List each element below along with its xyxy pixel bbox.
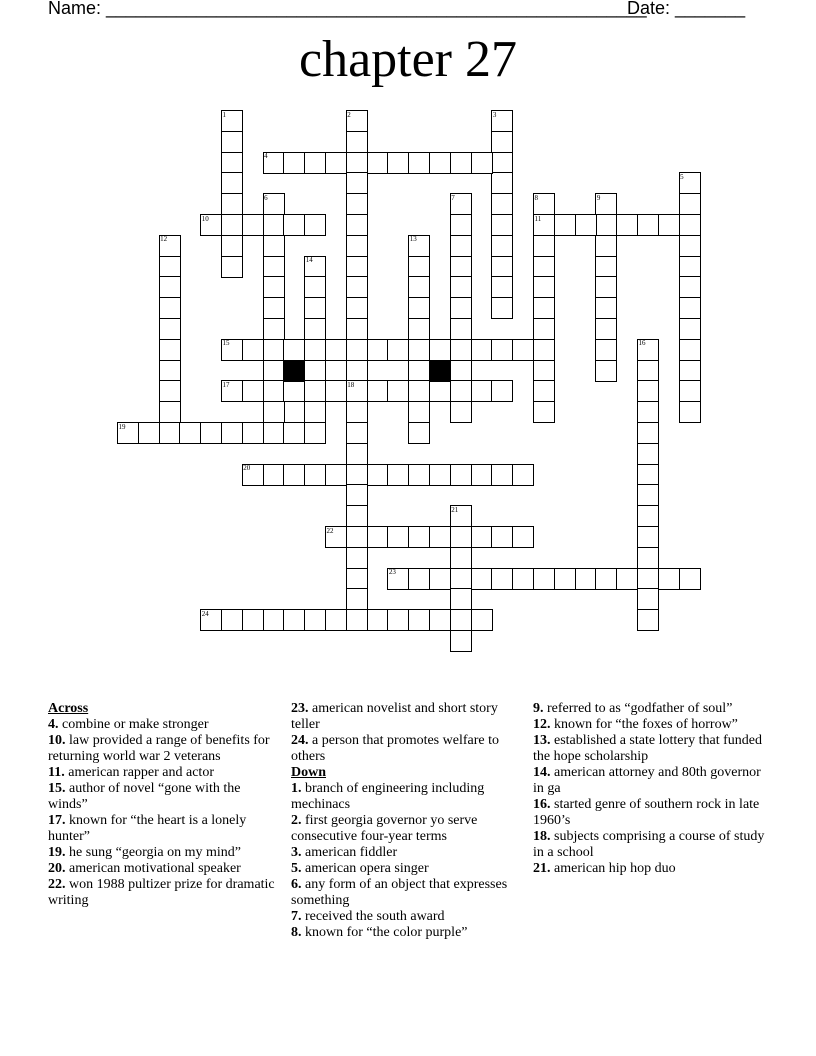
clue-number: 1	[222, 110, 226, 119]
crossword-cell[interactable]	[221, 152, 243, 174]
across-clue: 23. american novelist and short story teller	[291, 701, 498, 732]
crossword-cell[interactable]	[471, 609, 493, 631]
crossword-cell[interactable]	[346, 193, 368, 215]
crossword-cell[interactable]	[637, 588, 659, 610]
crossword-cell[interactable]	[304, 609, 326, 631]
crossword-cell[interactable]	[471, 152, 493, 174]
down-clue: 1. branch of engineering including mechinacs	[291, 781, 485, 812]
crossword-cell[interactable]	[283, 609, 305, 631]
clue-number: 23	[388, 568, 396, 577]
crossword-cell[interactable]	[471, 464, 493, 486]
crossword-cell[interactable]	[512, 464, 534, 486]
crossword-cell[interactable]	[242, 214, 264, 236]
crossword-cell[interactable]	[533, 568, 555, 590]
crossword-cell[interactable]	[159, 422, 181, 444]
crossword-cell[interactable]	[450, 276, 472, 298]
down-clue: 6. any form of an object that expresses something	[291, 877, 508, 908]
crossword-cell[interactable]	[595, 360, 617, 382]
crossword-cell[interactable]	[263, 256, 285, 278]
crossword-cell[interactable]	[387, 380, 409, 402]
crossword-cell[interactable]	[387, 339, 409, 361]
crossword-cell[interactable]	[533, 380, 555, 402]
name-field-label: Name: ______________________________________________________	[48, 0, 647, 18]
crossword-cell[interactable]	[346, 484, 368, 506]
crossword-cell[interactable]	[491, 131, 513, 153]
crossword-cell[interactable]	[242, 380, 264, 402]
crossword-cell[interactable]	[679, 401, 701, 423]
page-title: chapter 27	[298, 31, 517, 88]
down-clue: 8. known for “the color purple”	[291, 925, 468, 940]
crossword-cell[interactable]	[408, 568, 430, 590]
clues-column-2	[291, 701, 523, 941]
crossword-cell[interactable]	[304, 318, 326, 340]
crossword-cell[interactable]	[491, 235, 513, 257]
crossword-cell[interactable]	[221, 131, 243, 153]
across-clue: 20. american motivational speaker	[48, 861, 241, 876]
crossword-cell[interactable]	[533, 339, 555, 361]
crossword-cell[interactable]	[533, 360, 555, 382]
crossword-cell[interactable]	[679, 193, 701, 215]
clue-number: 14	[305, 256, 313, 265]
crossword-cell[interactable]	[450, 547, 472, 569]
crossword-cell[interactable]	[346, 152, 368, 174]
down-clue: 2. first georgia governor yo serve consecutive four-year terms	[291, 813, 478, 844]
crossword-cell[interactable]	[346, 422, 368, 444]
crossword-cell[interactable]	[346, 131, 368, 153]
crossword-cell[interactable]	[679, 568, 701, 590]
crossword-cell[interactable]	[616, 568, 638, 590]
across-clue: 17. known for “the heart is a lonely hunter”	[48, 813, 247, 844]
crossword-cell[interactable]	[491, 568, 513, 590]
crossword-cell[interactable]	[408, 464, 430, 486]
crossword-cell[interactable]	[450, 214, 472, 236]
crossword-cell[interactable]	[304, 339, 326, 361]
clue-number: 18	[347, 380, 355, 389]
crossword-cell[interactable]	[367, 380, 389, 402]
crossword-cell[interactable]	[471, 568, 493, 590]
crossword-cell[interactable]	[450, 568, 472, 590]
crossword-cell[interactable]	[450, 380, 472, 402]
clue-number: 4	[264, 152, 268, 161]
crossword-cell[interactable]	[346, 256, 368, 278]
down-clue: 18. subjects comprising a course of study in a school	[533, 829, 765, 860]
clues-column-3	[533, 701, 765, 877]
crossword-cell[interactable]	[533, 235, 555, 257]
crossword-cell[interactable]	[387, 609, 409, 631]
crossword-cell[interactable]	[367, 464, 389, 486]
crossword-cell[interactable]	[346, 505, 368, 527]
crossword-cell[interactable]	[221, 172, 243, 194]
crossword-cell[interactable]	[159, 256, 181, 278]
crossword-cell[interactable]	[346, 526, 368, 548]
crossword-cell[interactable]	[346, 609, 368, 631]
crossword-cell[interactable]	[221, 422, 243, 444]
crossword-cell[interactable]	[242, 609, 264, 631]
down-clue: 13. established a state lottery that funded the hope scholarship	[533, 733, 762, 764]
crossword-cell[interactable]	[159, 297, 181, 319]
crossword-cell[interactable]	[346, 568, 368, 590]
date-field-label: Date: _______	[627, 0, 746, 18]
crossword-cell[interactable]	[679, 297, 701, 319]
crossword-cell[interactable]	[159, 339, 181, 361]
crossword-cell[interactable]	[263, 297, 285, 319]
crossword-cell[interactable]	[450, 297, 472, 319]
crossword-cell[interactable]	[408, 339, 430, 361]
crossword-cell[interactable]	[346, 339, 368, 361]
clue-number: 19	[118, 422, 126, 431]
crossword-cell[interactable]	[159, 401, 181, 423]
crossword-cell[interactable]	[283, 464, 305, 486]
crossword-cell[interactable]	[533, 401, 555, 423]
crossword-cell[interactable]	[450, 401, 472, 423]
clue-number: 2	[347, 110, 351, 119]
down-clue: 3. american fiddler	[291, 845, 398, 860]
black-square	[283, 360, 305, 382]
clue-number: 15	[222, 339, 230, 348]
crossword-cell[interactable]	[263, 339, 285, 361]
crossword-cell[interactable]	[346, 172, 368, 194]
across-clue: 15. author of novel “gone with the winds”	[48, 781, 241, 812]
crossword-cell[interactable]	[533, 297, 555, 319]
crossword-cell[interactable]	[408, 256, 430, 278]
crossword-cell[interactable]	[491, 464, 513, 486]
crossword-cell[interactable]	[304, 380, 326, 402]
crossword-cell[interactable]	[429, 609, 451, 631]
crossword-cell[interactable]	[159, 276, 181, 298]
crossword-cell[interactable]	[512, 339, 534, 361]
crossword-cell[interactable]	[408, 401, 430, 423]
crossword-cell[interactable]	[575, 214, 597, 236]
crossword-cell[interactable]	[408, 360, 430, 382]
crossword-cell[interactable]	[679, 276, 701, 298]
crossword-cell[interactable]	[408, 297, 430, 319]
crossword-cell[interactable]	[263, 401, 285, 423]
crossword-cell[interactable]	[450, 152, 472, 174]
crossword-cell[interactable]	[159, 380, 181, 402]
crossword-cell[interactable]	[595, 318, 617, 340]
crossword-cell[interactable]	[346, 443, 368, 465]
crossword-cell[interactable]	[179, 422, 201, 444]
crossword-cell[interactable]	[263, 422, 285, 444]
crossword-cell[interactable]	[283, 152, 305, 174]
crossword-cell[interactable]	[471, 339, 493, 361]
crossword-cell[interactable]	[450, 526, 472, 548]
crossword-cell[interactable]	[346, 360, 368, 382]
down-clue: 14. american attorney and 80th governor in ga	[533, 765, 761, 796]
crossword-cell[interactable]	[637, 568, 659, 590]
crossword-cell[interactable]	[283, 339, 305, 361]
crossword-cell[interactable]	[595, 568, 617, 590]
crossword-cell[interactable]	[679, 235, 701, 257]
crossword-cell[interactable]	[450, 609, 472, 631]
clue-number: 16	[638, 339, 646, 348]
crossword-cell[interactable]	[512, 526, 534, 548]
crossword-cell[interactable]	[491, 152, 513, 174]
crossword-cell[interactable]	[408, 276, 430, 298]
crossword-cell[interactable]	[408, 318, 430, 340]
crossword-cell[interactable]	[679, 360, 701, 382]
crossword-cell[interactable]	[554, 214, 576, 236]
crossword-cell[interactable]	[221, 609, 243, 631]
crossword-cell[interactable]	[346, 464, 368, 486]
clue-number: 10	[201, 214, 209, 223]
crossword-cell[interactable]	[325, 609, 347, 631]
crossword-cell[interactable]	[491, 214, 513, 236]
crossword-cell[interactable]	[408, 526, 430, 548]
clue-number: 13	[409, 235, 417, 244]
down-heading: Down	[291, 765, 327, 780]
clue-number: 9	[596, 193, 601, 202]
crossword-cell[interactable]	[595, 276, 617, 298]
crossword-cell[interactable]	[429, 526, 451, 548]
crossword-cell[interactable]	[679, 214, 701, 236]
crossword-cell[interactable]	[304, 214, 326, 236]
crossword-cell[interactable]	[679, 256, 701, 278]
clue-number: 21	[451, 505, 459, 514]
crossword-cell[interactable]	[491, 380, 513, 402]
crossword-cell[interactable]	[367, 339, 389, 361]
crossword-cell[interactable]	[325, 152, 347, 174]
across-clue: 4. combine or make stronger	[48, 717, 209, 732]
crossword-cell[interactable]	[200, 422, 222, 444]
crossword-cell[interactable]	[367, 152, 389, 174]
crossword-cell[interactable]	[533, 256, 555, 278]
down-clue: 21. american hip hop duo	[533, 861, 676, 876]
crossword-cell[interactable]	[242, 339, 264, 361]
crossword-cell[interactable]	[263, 464, 285, 486]
clue-number: 6	[264, 193, 268, 202]
crossword-cell[interactable]	[304, 360, 326, 382]
crossword-cell[interactable]	[304, 276, 326, 298]
crossword-cell[interactable]	[637, 380, 659, 402]
down-clue: 16. started genre of southern rock in late 1960’s	[533, 797, 760, 828]
clues-column-1	[48, 701, 280, 909]
clue-number: 17	[222, 380, 230, 389]
crossword-cell[interactable]	[637, 360, 659, 382]
crossword-cell[interactable]	[304, 297, 326, 319]
crossword-cell[interactable]	[367, 609, 389, 631]
crossword-cell[interactable]	[637, 443, 659, 465]
crossword-cell[interactable]	[450, 360, 472, 382]
crossword-cell[interactable]	[263, 609, 285, 631]
across-clue: 10. law provided a range of benefits for returning world war 2 veterans	[48, 733, 270, 764]
crossword-cell[interactable]	[450, 339, 472, 361]
crossword-cell[interactable]	[408, 152, 430, 174]
crossword-cell[interactable]	[263, 360, 285, 382]
crossword-cell[interactable]	[637, 526, 659, 548]
crossword-cell[interactable]	[263, 235, 285, 257]
crossword-cell[interactable]	[242, 422, 264, 444]
crossword-cell[interactable]	[283, 380, 305, 402]
across-clue: 24. a person that promotes welfare to others	[291, 733, 499, 764]
crossword-cell[interactable]	[450, 630, 472, 652]
crossword-cell[interactable]	[679, 339, 701, 361]
crossword-cell[interactable]	[429, 464, 451, 486]
down-clue: 12. known for “the foxes of horrow”	[533, 717, 738, 732]
across-clue: 19. he sung “georgia on my mind”	[48, 845, 241, 860]
crossword-cell[interactable]	[450, 235, 472, 257]
crossword-cell[interactable]	[429, 339, 451, 361]
crossword-cell[interactable]	[263, 380, 285, 402]
crossword-cell[interactable]	[637, 609, 659, 631]
crossword-cell[interactable]	[595, 339, 617, 361]
crossword-cell[interactable]	[491, 172, 513, 194]
crossword-cell[interactable]	[491, 256, 513, 278]
crossword-cell[interactable]	[595, 256, 617, 278]
crossword-cell[interactable]	[637, 422, 659, 444]
crossword-cell[interactable]	[304, 401, 326, 423]
crossword-cell[interactable]	[491, 297, 513, 319]
crossword-cell[interactable]	[263, 318, 285, 340]
crossword-cell[interactable]	[325, 339, 347, 361]
crossword-cell[interactable]	[429, 152, 451, 174]
crossword-cell[interactable]	[221, 214, 243, 236]
crossword-cell[interactable]	[346, 214, 368, 236]
crossword-cell[interactable]	[575, 568, 597, 590]
crossword-cell[interactable]	[429, 380, 451, 402]
crossword-cell[interactable]	[346, 235, 368, 257]
crossword-cell[interactable]	[304, 152, 326, 174]
crossword-cell[interactable]	[491, 339, 513, 361]
crossword-cell[interactable]	[533, 276, 555, 298]
crossword-cell[interactable]	[637, 505, 659, 527]
crossword-cell[interactable]	[471, 526, 493, 548]
crossword-cell[interactable]	[346, 401, 368, 423]
clue-number: 5	[680, 172, 684, 181]
crossword-cell[interactable]	[387, 464, 409, 486]
crossword-cell[interactable]	[679, 318, 701, 340]
crossword-cell[interactable]	[221, 193, 243, 215]
crossword-cell[interactable]	[637, 214, 659, 236]
crossword-cell[interactable]	[595, 214, 617, 236]
crossword-cell[interactable]	[138, 422, 160, 444]
crossword-cell[interactable]	[304, 464, 326, 486]
crossword-cell[interactable]	[658, 568, 680, 590]
crossword-cell[interactable]	[408, 609, 430, 631]
black-square	[429, 360, 451, 382]
crossword-cell[interactable]	[637, 547, 659, 569]
crossword-cell[interactable]	[429, 568, 451, 590]
crossword-cell[interactable]	[408, 422, 430, 444]
crossword-cell[interactable]	[346, 318, 368, 340]
crossword-cell[interactable]	[159, 360, 181, 382]
crossword-cell[interactable]	[533, 318, 555, 340]
crossword-cell[interactable]	[346, 547, 368, 569]
crossword-cell[interactable]	[491, 526, 513, 548]
across-clue: 11. american rapper and actor	[48, 765, 214, 780]
crossword-cell[interactable]	[346, 276, 368, 298]
clue-number: 7	[451, 193, 455, 202]
crossword-cell[interactable]	[637, 464, 659, 486]
crossword-cell[interactable]	[450, 464, 472, 486]
clue-number: 12	[160, 235, 168, 244]
clue-number: 22	[326, 526, 334, 535]
crossword-cell[interactable]	[512, 568, 534, 590]
down-clue: 9. referred to as “godfather of soul”	[533, 701, 733, 716]
crossword-cell[interactable]	[325, 464, 347, 486]
crossword-cell[interactable]	[263, 214, 285, 236]
crossword-cell[interactable]	[450, 318, 472, 340]
crossword-cell[interactable]	[491, 193, 513, 215]
crossword-cell[interactable]	[658, 214, 680, 236]
crossword-cell[interactable]	[263, 276, 285, 298]
crossword-cell[interactable]	[221, 256, 243, 278]
down-clue: 5. american opera singer	[291, 861, 429, 876]
crossword-cell[interactable]	[159, 318, 181, 340]
clue-number: 11	[534, 214, 542, 223]
across-clue: 22. won 1988 pultizer prize for dramatic writing	[48, 877, 275, 908]
crossword-cell[interactable]	[450, 588, 472, 610]
clue-number: 3	[492, 110, 497, 119]
crossword-cell[interactable]	[408, 380, 430, 402]
crossword-cell[interactable]	[491, 276, 513, 298]
crossword-cell[interactable]	[387, 152, 409, 174]
crossword-cell[interactable]	[346, 297, 368, 319]
crossword-cell[interactable]	[679, 380, 701, 402]
crossword-cell[interactable]	[637, 401, 659, 423]
across-heading: Across	[48, 701, 89, 716]
crossword-cell[interactable]	[450, 256, 472, 278]
clue-number: 24	[201, 609, 209, 618]
crossword-cell[interactable]	[616, 214, 638, 236]
crossword-cell[interactable]	[283, 422, 305, 444]
crossword-cell[interactable]	[471, 380, 493, 402]
crossword-cell[interactable]	[221, 235, 243, 257]
clue-number: 8	[534, 193, 538, 202]
crossword-cell[interactable]	[325, 380, 347, 402]
crossword-cell[interactable]	[595, 297, 617, 319]
crossword-cell[interactable]	[554, 568, 576, 590]
crossword-cell[interactable]	[367, 526, 389, 548]
down-clue: 7. received the south award	[291, 909, 445, 924]
crossword-cell[interactable]	[637, 484, 659, 506]
crossword-cell[interactable]	[304, 422, 326, 444]
crossword-cell[interactable]	[283, 214, 305, 236]
crossword-cell[interactable]	[387, 526, 409, 548]
crossword-cell[interactable]	[346, 588, 368, 610]
crossword-cell[interactable]	[595, 235, 617, 257]
clue-number: 20	[243, 464, 251, 473]
